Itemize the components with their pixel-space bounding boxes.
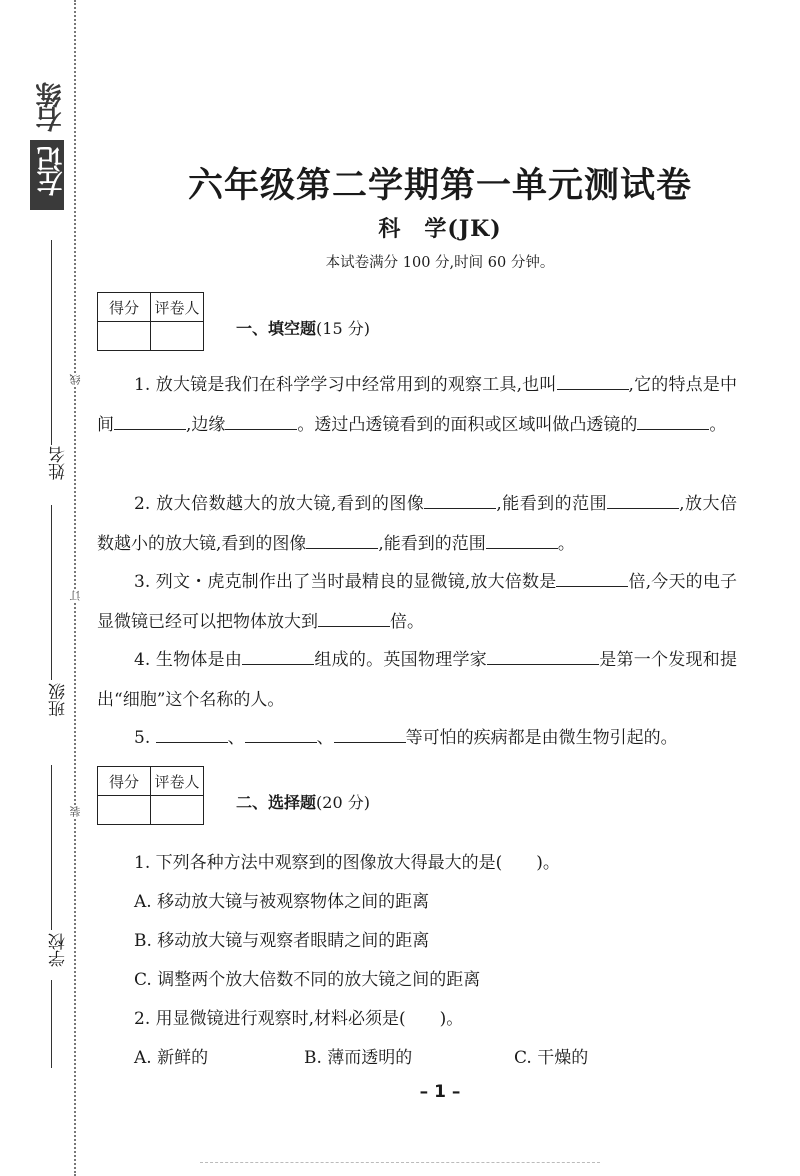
school-label: 学校 [49,933,69,967]
answer-blank[interactable] [114,411,186,430]
answer-blank[interactable] [334,724,406,743]
q1-text-c: ,边缘 [186,415,226,435]
q4-text-a: 4. 生物体是由 [134,650,243,670]
class-field-line [51,505,52,680]
page-subtitle: 科 学(JK) [378,216,502,242]
section-1-title [236,316,370,339]
option-2-2-b[interactable]: B. 薄而透明的 [304,1048,413,1068]
answer-blank[interactable] [318,608,390,627]
class-label: 班级 [49,683,69,717]
q2-text-e: 。 [557,534,575,554]
grader-header: 评卷人 [151,767,204,796]
q3-text-c: 倍。 [390,612,424,632]
q1-text-d: 。透过凸透镜看到的面积或区域叫做凸透镜的 [297,415,638,435]
option-2-1-c[interactable]: C. 调整两个放大倍数不同的放大镜之间的距离 [134,970,481,990]
q5-text-a: 5. [134,728,156,748]
score-cell[interactable] [98,322,151,351]
q4-text-c: 是第一个发现和提出“细胞”这个名称的人。 [97,650,738,710]
option-2-1-b[interactable]: B. 移动放大镜与观察者眼睛之间的距离 [134,931,430,951]
question-2-1-stem: 1. 下列各种方法中观察到的图像放大得最大的是( )。 [134,853,560,873]
score-header: 得分 [98,293,151,322]
answer-blank[interactable] [424,490,496,509]
question-1-3 [97,562,737,642]
option-2-2-c[interactable]: C. 干燥的 [514,1048,589,1068]
exam-note: 本试卷满分 100 分,时间 60 分钟。 [325,255,555,271]
question-1-2 [97,484,737,564]
school-field-line-lower [51,980,52,1068]
brand-logo [30,84,70,214]
grader-cell[interactable] [151,322,204,351]
section-2-title [236,790,370,813]
answer-blank[interactable] [225,411,297,430]
q2-text-a: 2. 放大倍数越大的放大镜,看到的图像 [134,494,425,514]
class-field[interactable] [24,505,69,735]
binding-dotted-line [74,0,76,1176]
answer-blank[interactable] [557,371,629,390]
answer-blank[interactable] [486,530,558,549]
score-table-1 [97,292,204,351]
cut-mark-install: 装 [69,806,82,817]
score-cell[interactable] [98,796,151,825]
school-field-line [51,765,52,930]
q3-text-b: 倍,今天的电子显微镜已经可以把物体放大到 [97,572,737,632]
answer-blank[interactable] [242,646,314,665]
section-2-name: 二、选择题 [236,793,317,812]
answer-blank[interactable] [607,490,679,509]
option-2-2-a[interactable]: A. 新鲜的 [134,1048,209,1068]
answer-blank[interactable] [487,646,599,665]
page-number: – 1 – [419,1082,461,1102]
brand-box-text: 左记 [37,148,67,196]
q4-text-b: 组成的。英国物理学家 [314,650,487,670]
q5-text-b: 等可怕的疾病都是由微生物引起的。 [405,728,678,748]
name-label: 姓名 [49,446,69,480]
q5-sep: 、 [316,728,334,748]
score-header: 得分 [98,767,151,796]
answer-blank[interactable] [306,530,378,549]
q2-text-b: ,能看到的范围 [496,494,608,514]
q1-text-b: ,它的特点是中间 [97,375,737,435]
q1-text-a: 1. 放大镜是我们在科学学习中经常用到的观察工具,也叫 [134,375,557,395]
option-2-1-a[interactable]: A. 移动放大镜与被观察物体之间的距离 [134,892,430,912]
q2-text-d: ,能看到的范围 [378,534,486,554]
grader-header: 评卷人 [151,293,204,322]
section-1-name: 一、填空题 [236,319,317,338]
section-2-points: (20 分) [316,793,370,812]
brand-box [30,140,67,210]
cut-mark-bind: 订 [69,590,82,601]
score-table-2 [97,766,204,825]
q2-text-c: ,放大倍数越小的放大镜,看到的图像 [97,494,738,554]
bottom-edge-line [200,1162,600,1173]
brand-text: 右练 [36,84,66,132]
answer-blank[interactable] [245,724,317,743]
question-1-4 [97,640,737,720]
question-1-1 [97,365,737,445]
question-2-2-stem: 2. 用显微镜进行观察时,材料必须是( )。 [134,1009,464,1029]
q5-sep: 、 [227,728,245,748]
cut-mark-line: 线 [69,374,82,385]
school-field[interactable] [24,765,69,1065]
answer-blank[interactable] [556,568,628,587]
answer-blank[interactable] [637,411,709,430]
name-field[interactable] [24,240,69,480]
page-title: 六年级第二学期第一单元测试卷 [187,165,692,206]
q3-text-a: 3. 列文・虎克制作出了当时最精良的显微镜,放大倍数是 [134,572,557,592]
grader-cell[interactable] [151,796,204,825]
name-field-line [51,240,52,445]
answer-blank[interactable] [156,724,228,743]
q1-text-e: 。 [709,415,727,435]
section-1-points: (15 分) [316,319,370,338]
question-1-5 [97,718,737,758]
